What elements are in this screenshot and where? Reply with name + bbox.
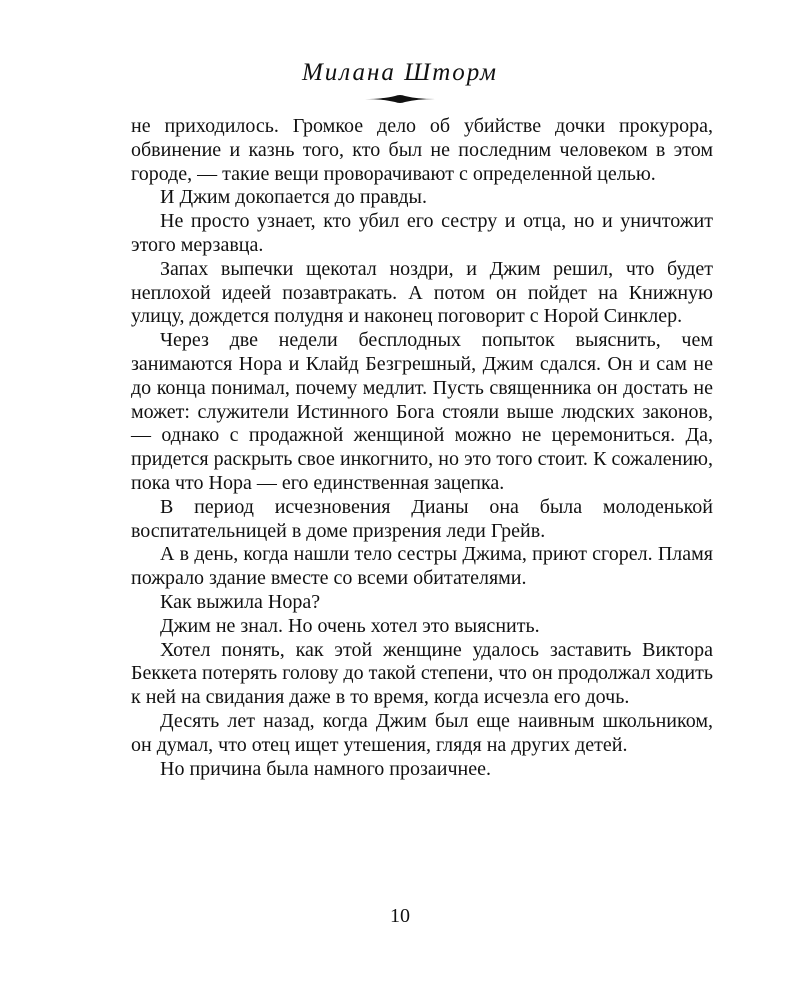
- body-text: [131, 115, 713, 781]
- paragraph-continued: не приходилось. Громкое дело об убийстве дочки прокурора, обвинение и казнь того, кто был не последним человеком в этом городе, — такие вещи проворачивают с определенной целью.: [131, 115, 713, 185]
- paragraph: Запах выпечки щекотал ноздри, и Джим решил, что будет неплохой идеей позавтракать. А потом он пойдет на Книжную улицу, дождется полудня и наконец поговорит с Норой Синклер.: [131, 257, 713, 328]
- page-header: [0, 58, 800, 104]
- paragraph: Но причина была намного прозаичнее.: [160, 757, 492, 780]
- running-head-author: Милана Шторм: [301, 59, 499, 86]
- paragraph: Джим не знал. Но очень хотел это выяснить.: [160, 614, 540, 637]
- paragraph: И Джим докопается до правды.: [160, 186, 427, 209]
- ornament-divider-icon: [365, 94, 435, 104]
- paragraph: Десять лет назад, когда Джим был еще наивным школьником, он думал, что отец ищет утешения, глядя на других детей.: [131, 709, 713, 756]
- paragraph: Как выжила Нора?: [160, 590, 321, 613]
- paragraph: Не просто узнает, кто убил его сестру и отца, но и уничтожит этого мерзавца.: [131, 210, 713, 256]
- page-number: 10: [390, 905, 410, 927]
- paragraph: А в день, когда нашли тело сестры Джима, приют сгорел. Пламя пожрало здание вместе со всеми обитателями.: [131, 543, 713, 590]
- paragraph: В период исчезновения Дианы она была молоденькой воспитательницей в доме призрения леди Грейв.: [131, 495, 713, 542]
- paragraph: Через две недели бесплодных попыток выяснить, чем занимаются Нора и Клайд Безгрешный, Джим сдался. Он и сам не до конца понимал, почему медлит. Пусть священника он достать не может: служители Истинного Бога стояли выше людских законов, — однако с продажной женщиной можно не церемониться. Да, придется раскрыть свое инкогнито, но это того стоит. К сожалению, пока что Нора — его единственная зацепка.: [131, 329, 713, 494]
- paragraph: Хотел понять, как этой женщине удалось заставить Виктора Беккета потерять голову до такой степени, что он продолжал ходить к ней на свидания даже в то время, когда исчезла его дочь.: [131, 638, 713, 709]
